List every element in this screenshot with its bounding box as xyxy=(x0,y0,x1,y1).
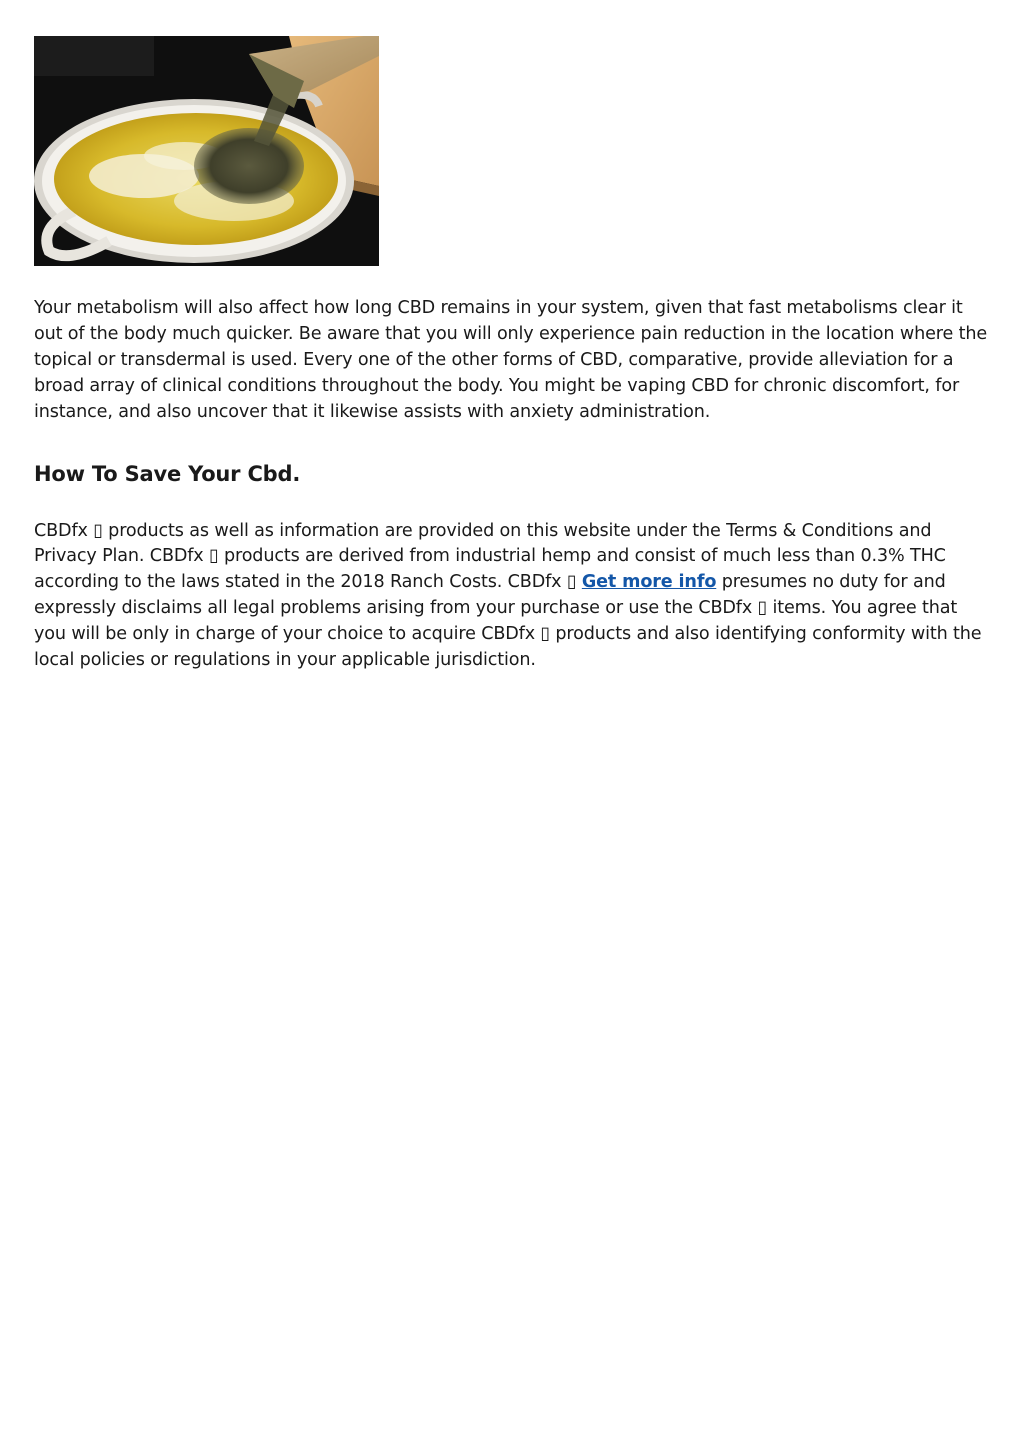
disclaimer-text-end: presumes no duty for and expressly disclaims all legal problems arising from your purchase or use the CBDfx ▯ items. You agree that you will be only in charge of your choice to acquire CBDfx ▯ products and also identifying conformity with the local policies or regulations in your applicable jurisdiction. xyxy=(34,572,982,671)
paragraph-disclaimer xyxy=(34,519,990,674)
section-heading: How To Save Your Cbd. xyxy=(34,461,301,486)
get-more-info-link[interactable]: Get more info xyxy=(581,572,717,593)
article-photo xyxy=(34,36,379,266)
paragraph-metabolism: Your metabolism will also affect how long CBD remains in your system, given that fast metabolisms clear it out of the body much quicker. Be aware that you will only experience pain reduction in the location where the topical or transdermal is used. Every one of the other forms of CBD, comparative, provide alleviation for a broad array of clinical conditions throughout the body. You might be vaping CBD for chronic discomfort, for instance, and also uncover that it likewise assists with anxiety administration. xyxy=(34,298,987,422)
article xyxy=(34,36,990,674)
disclaimer-text-start: CBDfx ▯ products as well as information are provided on this website under the Terms & Conditions and Privacy Plan. CBDfx ▯ products are derived from industrial hemp and consist of much less than 0.3% THC according to the laws stated in the 2018 Ranch Costs. CBDfx ▯ xyxy=(34,520,946,593)
